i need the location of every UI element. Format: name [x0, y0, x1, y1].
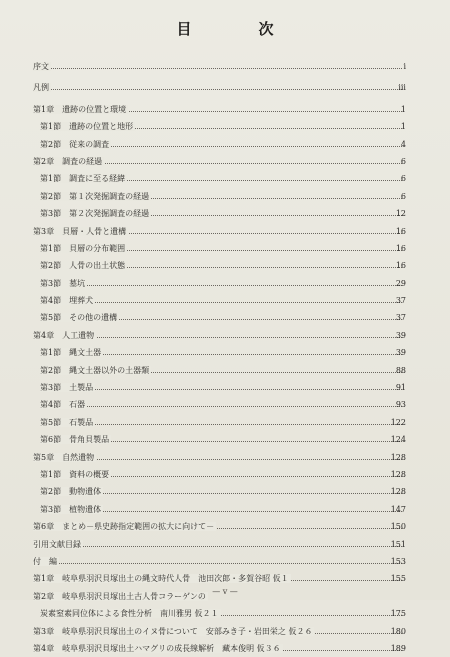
toc-entry-label: 第1節 縄文土器: [40, 348, 102, 358]
page-number: — v —: [212, 587, 238, 596]
toc-entry: [0, 327, 450, 344]
toc-entry-page: 16: [395, 261, 406, 271]
toc-entry-label: 第3章 岐阜県羽沢貝塚出土のイヌ骨について 安部みき子・岩田栄之 仮２６: [33, 626, 313, 636]
toc-entry-label: 第6節 骨角貝製品: [40, 435, 110, 445]
toc-entry-label: 第3節 植物遺体: [40, 504, 102, 514]
toc-entry: [0, 136, 450, 153]
toc-entry-label: 第1節 調査に至る経緯: [40, 174, 126, 184]
toc-entry-page: 147: [390, 504, 406, 514]
toc-entry: [0, 188, 450, 205]
toc-entry-label: 第2節 第１次発掘調査の経過: [40, 191, 150, 201]
toc-entry-label: 第2章 岐阜県羽沢貝塚出土古人骨コラーゲンの: [33, 591, 206, 601]
toc-entry-label: 第4節 埋葬犬: [40, 296, 94, 306]
toc-entry: [0, 153, 450, 170]
toc-entry: [0, 466, 450, 483]
toc-entry-page: 29: [395, 278, 406, 288]
toc-entry-page: 124: [390, 435, 406, 445]
toc-entry-label: 第4章 岐阜県羽沢貝塚出土ハマグリの成長線解析 藏本俊明 仮３６: [33, 643, 281, 653]
toc-entry-label: 第3節 第２次発掘調査の経過: [40, 209, 150, 219]
toc-entry-page: 91: [395, 383, 406, 393]
toc-entry-page: 16: [395, 243, 406, 253]
toc-entry-label: 炭素窒素同位体による食性分析 南川雅男 仮２１: [40, 609, 219, 619]
toc-entry: [0, 240, 450, 257]
toc-entry: [0, 431, 450, 448]
toc-entry: [0, 309, 450, 326]
toc-entry-label: 第6章 まとめ－県史跡指定範囲の拡大に向けて－: [33, 522, 215, 532]
toc-entry-label: 第5節 その他の遺構: [40, 313, 118, 323]
toc-entry: [0, 275, 450, 292]
toc-entry: [0, 118, 450, 135]
leader-dots: [40, 406, 402, 407]
toc-entry-label: 第3章 貝層・人骨と遺構: [33, 226, 127, 236]
toc-entry-page: 128: [390, 452, 406, 462]
leader-dots: [40, 285, 402, 286]
toc-entry-page: 175: [390, 609, 406, 619]
leader-dots: [33, 546, 402, 547]
toc-entry-page: 39: [395, 348, 406, 358]
toc-entry-page: 88: [395, 365, 406, 375]
toc-entry-page: 39: [395, 330, 406, 340]
toc-entry: [0, 553, 450, 570]
toc-entry-page: 122: [390, 417, 406, 427]
toc-entry-label: 第4章 人工遺物: [33, 330, 95, 340]
toc-entry-page: 150: [390, 522, 406, 532]
toc-entry-page: 1: [400, 104, 406, 114]
toc-entry: [0, 483, 450, 500]
toc-entry-label: 第2節 縄文土器以外の土器類: [40, 365, 150, 375]
toc-entry-label: 第1章 岐阜県羽沢貝塚出土の縄文時代人骨 池田次郎・多賀谷昭 仮１: [33, 574, 289, 584]
toc-entry-page: iii: [398, 83, 406, 93]
toc-entry-page: 6: [400, 191, 406, 201]
toc-entry-page: 180: [390, 626, 406, 636]
toc-entry-label: 第1節 資料の概要: [40, 469, 110, 479]
toc-entry-page: 93: [395, 400, 406, 410]
leader-dots: [33, 68, 402, 69]
toc-entry-page: 128: [390, 469, 406, 479]
toc-entry-page: 128: [390, 487, 406, 497]
toc-entry-page: 37: [395, 296, 406, 306]
toc-entry-label: 第5章 自然遺物: [33, 452, 95, 462]
toc-entry: [0, 101, 450, 118]
toc-entry-page: 153: [390, 556, 406, 566]
toc-entry-label: 第1章 遺跡の位置と環境: [33, 104, 127, 114]
page-title: 目 次: [176, 20, 300, 38]
toc-entry-page: 189: [390, 643, 406, 653]
toc-entry: [0, 362, 450, 379]
toc-entry: [0, 640, 450, 657]
toc-entry-label: 第1節 貝層の分布範囲: [40, 243, 126, 253]
toc-entry: [0, 605, 450, 622]
leader-dots: [33, 563, 402, 564]
toc-entry: [0, 379, 450, 396]
toc-entry-page: 37: [395, 313, 406, 323]
toc-entry-label: 引用文献目録: [33, 539, 81, 549]
toc-entry-page: i: [403, 62, 406, 71]
toc-entry: [0, 58, 450, 75]
toc-entry-label: 第3節 墓坑: [40, 278, 86, 288]
toc-entry-page: 16: [395, 226, 406, 236]
toc-entry: [0, 536, 450, 553]
toc-entry-label: 凡例: [33, 83, 49, 93]
toc-entry: [0, 449, 450, 466]
toc-entry: [0, 170, 450, 187]
toc-entry-label: 第1節 遺跡の位置と地形: [40, 122, 134, 132]
toc-entry-label: 第5節 石製品: [40, 417, 94, 427]
leader-dots: [33, 89, 402, 90]
toc-entry: [0, 292, 450, 309]
toc-entry: [0, 623, 450, 640]
toc-entry-page: 6: [400, 156, 406, 166]
toc-entry: [0, 257, 450, 274]
toc-entry-label: 第2節 動物遺体: [40, 487, 102, 497]
toc-entry-page: 1: [400, 122, 406, 132]
toc-entry-page: 6: [400, 174, 406, 184]
toc-entry-page: 151: [390, 539, 406, 549]
toc-entry-page: 12: [395, 209, 406, 219]
toc-entry-label: 第2章 調査の経過: [33, 156, 103, 166]
toc-entry-label: 第3節 土製品: [40, 383, 94, 393]
toc-entry-label: 第2節 従来の調査: [40, 139, 110, 149]
toc-entry-label: 序文: [33, 62, 49, 71]
toc-entry-page: 4: [400, 139, 406, 149]
toc-entry: [0, 570, 450, 587]
toc-entry: [0, 414, 450, 431]
toc-entry: [0, 396, 450, 413]
toc-entry-label: 付 編: [33, 556, 57, 566]
toc-entry: [0, 344, 450, 361]
toc-entry-label: 第4節 石器: [40, 400, 86, 410]
toc-entry-label: 第2節 人骨の出土状態: [40, 261, 126, 271]
toc-entry: [0, 501, 450, 518]
toc-entry: [0, 79, 450, 96]
table-of-contents: [0, 58, 450, 657]
toc-entry-page: 155: [390, 574, 406, 584]
toc-entry: [0, 223, 450, 240]
toc-entry: [0, 518, 450, 535]
toc-entry: [0, 205, 450, 222]
